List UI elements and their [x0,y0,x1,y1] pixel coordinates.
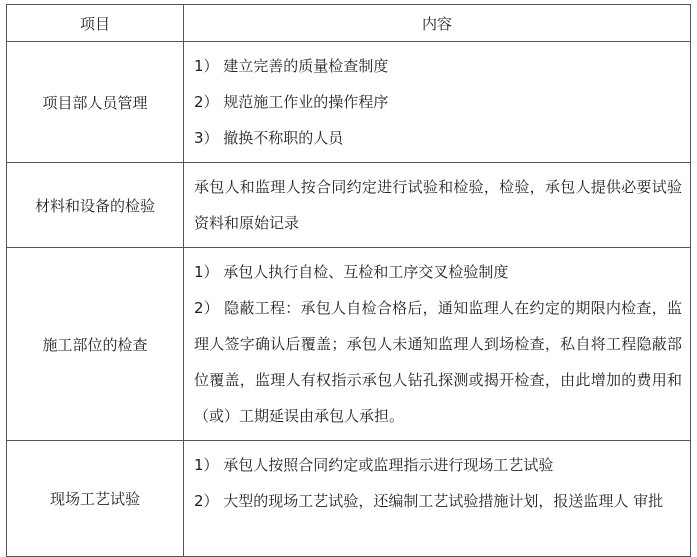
table-row [7,248,691,441]
content-paragraph: 2） 大型的现场工艺试验，还编制工艺试验措施计划，报送监理人 审批 [194,492,664,510]
content-line: 2） 规范施工作业的操作程序 [194,93,389,111]
content-paragraph: 2） 隐蔽工程：承包人自检合格后，通知监理人在约定的期限内检查，监理人签字确认后覆盖；承包人未通知监理人到场检查，私自将工程隐蔽部位覆盖，监理人有权指示承包人钻孔探测或揭开检查，由此增加的费用和（或）工期延误由承包人承担。 [194,299,682,425]
header-content: 内容 [184,5,691,42]
row-item-label: 现场工艺试验 [7,441,184,557]
row-content [184,441,691,557]
header-row [7,5,691,42]
row-content [184,248,691,441]
content-line: 1） 承包人执行自检、互检和工序交叉检验制度 [194,263,509,281]
content-paragraph: 承包人和监理人按合同约定进行试验和检验，检验，承包人提供必要试验资料和原始记录 [194,178,682,232]
row-content [184,42,691,163]
header-item: 项目 [7,5,184,42]
table-row [7,163,691,248]
row-item-label: 材料和设备的检验 [7,163,184,248]
row-content [184,163,691,248]
table-row [7,441,691,557]
row-item-label: 施工部位的检查 [7,248,184,441]
content-line: 1） 承包人按照合同约定或监理指示进行现场工艺试验 [194,456,554,474]
content-line: 1） 建立完善的质量检查制度 [194,57,389,75]
table-row [7,42,691,163]
quality-inspection-table [6,4,691,557]
content-line: 3） 撤换不称职的人员 [194,129,344,147]
row-item-label: 项目部人员管理 [7,42,184,163]
